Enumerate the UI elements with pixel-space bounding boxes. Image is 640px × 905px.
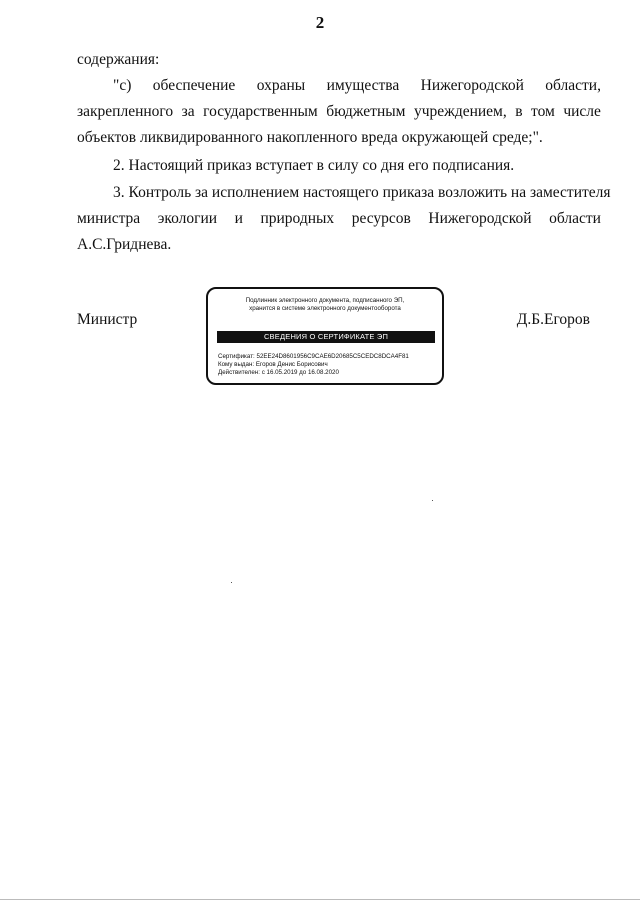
scan-speck [432, 500, 433, 501]
paragraph-control [77, 180, 611, 258]
valid-row [218, 369, 409, 377]
word: обеспечение [152, 77, 236, 94]
scan-speck [0, 899, 640, 900]
word: ресурсов [351, 210, 411, 227]
text-line: А.С.Гриднева. [77, 236, 172, 253]
certificate-row [218, 353, 409, 361]
text-line-justified [77, 206, 601, 232]
paragraph-content-clause [77, 47, 601, 151]
word: "с) [113, 77, 132, 94]
word: экологии [157, 210, 218, 227]
stamp-band-title: СВЕДЕНИЯ О СЕРТИФИКАТЕ ЭП [217, 331, 435, 343]
issued-to-label: Кому выдан: [218, 361, 255, 368]
stamp-details [218, 353, 409, 377]
text-line-justified [77, 99, 601, 125]
stamp-note-line: хранится в системе электронного документооборота [249, 305, 401, 312]
certificate-value: 52EE24D8601956C9CAE6D20685C5CEDC8DCA4F81 [256, 353, 409, 360]
stamp-note [208, 297, 442, 313]
certificate-label: Сертификат: [218, 353, 255, 360]
text-line: 3. Контроль за исполнением настоящего приказа возложить на заместителя [113, 184, 611, 201]
signer-name: Д.Б.Егоров [516, 311, 590, 328]
word: области [549, 210, 601, 227]
stamp-note-line: Подлинник электронного документа, подписанного ЭП, [245, 297, 405, 304]
word: том [531, 103, 555, 120]
word: за [181, 103, 195, 120]
word: в [515, 103, 523, 120]
word: учреждением, [413, 103, 507, 120]
issued-to-row [218, 361, 409, 369]
word: числе [563, 103, 601, 120]
word: охраны [256, 77, 306, 94]
paragraph-effective-date [77, 153, 601, 179]
word: бюджетным [326, 103, 406, 120]
word: Нижегородской [420, 77, 524, 94]
word: закрепленного [77, 103, 174, 120]
word: и [234, 210, 243, 227]
word: государственным [203, 103, 318, 120]
page-number: 2 [315, 13, 325, 32]
signer-position: Министр [77, 311, 138, 328]
word: природных [260, 210, 335, 227]
issued-to-value: Егоров Денис Борисович [255, 361, 328, 368]
word: области, [545, 77, 601, 94]
valid-label: Действителен: [218, 369, 260, 376]
valid-value: с 16.05.2019 до 16.08.2020 [261, 369, 339, 376]
text-line: содержания: [77, 51, 160, 68]
text-line-justified [77, 73, 601, 99]
word: министра [77, 210, 141, 227]
electronic-signature-stamp [206, 287, 444, 385]
scan-speck [231, 582, 232, 583]
word: Нижегородской [428, 210, 532, 227]
text-line: 2. Настоящий приказ вступает в силу со дня его подписания. [113, 157, 515, 174]
word: имущества [326, 77, 400, 94]
text-line: объектов ликвидированного накопленного вреда окружающей среде;". [77, 129, 543, 146]
